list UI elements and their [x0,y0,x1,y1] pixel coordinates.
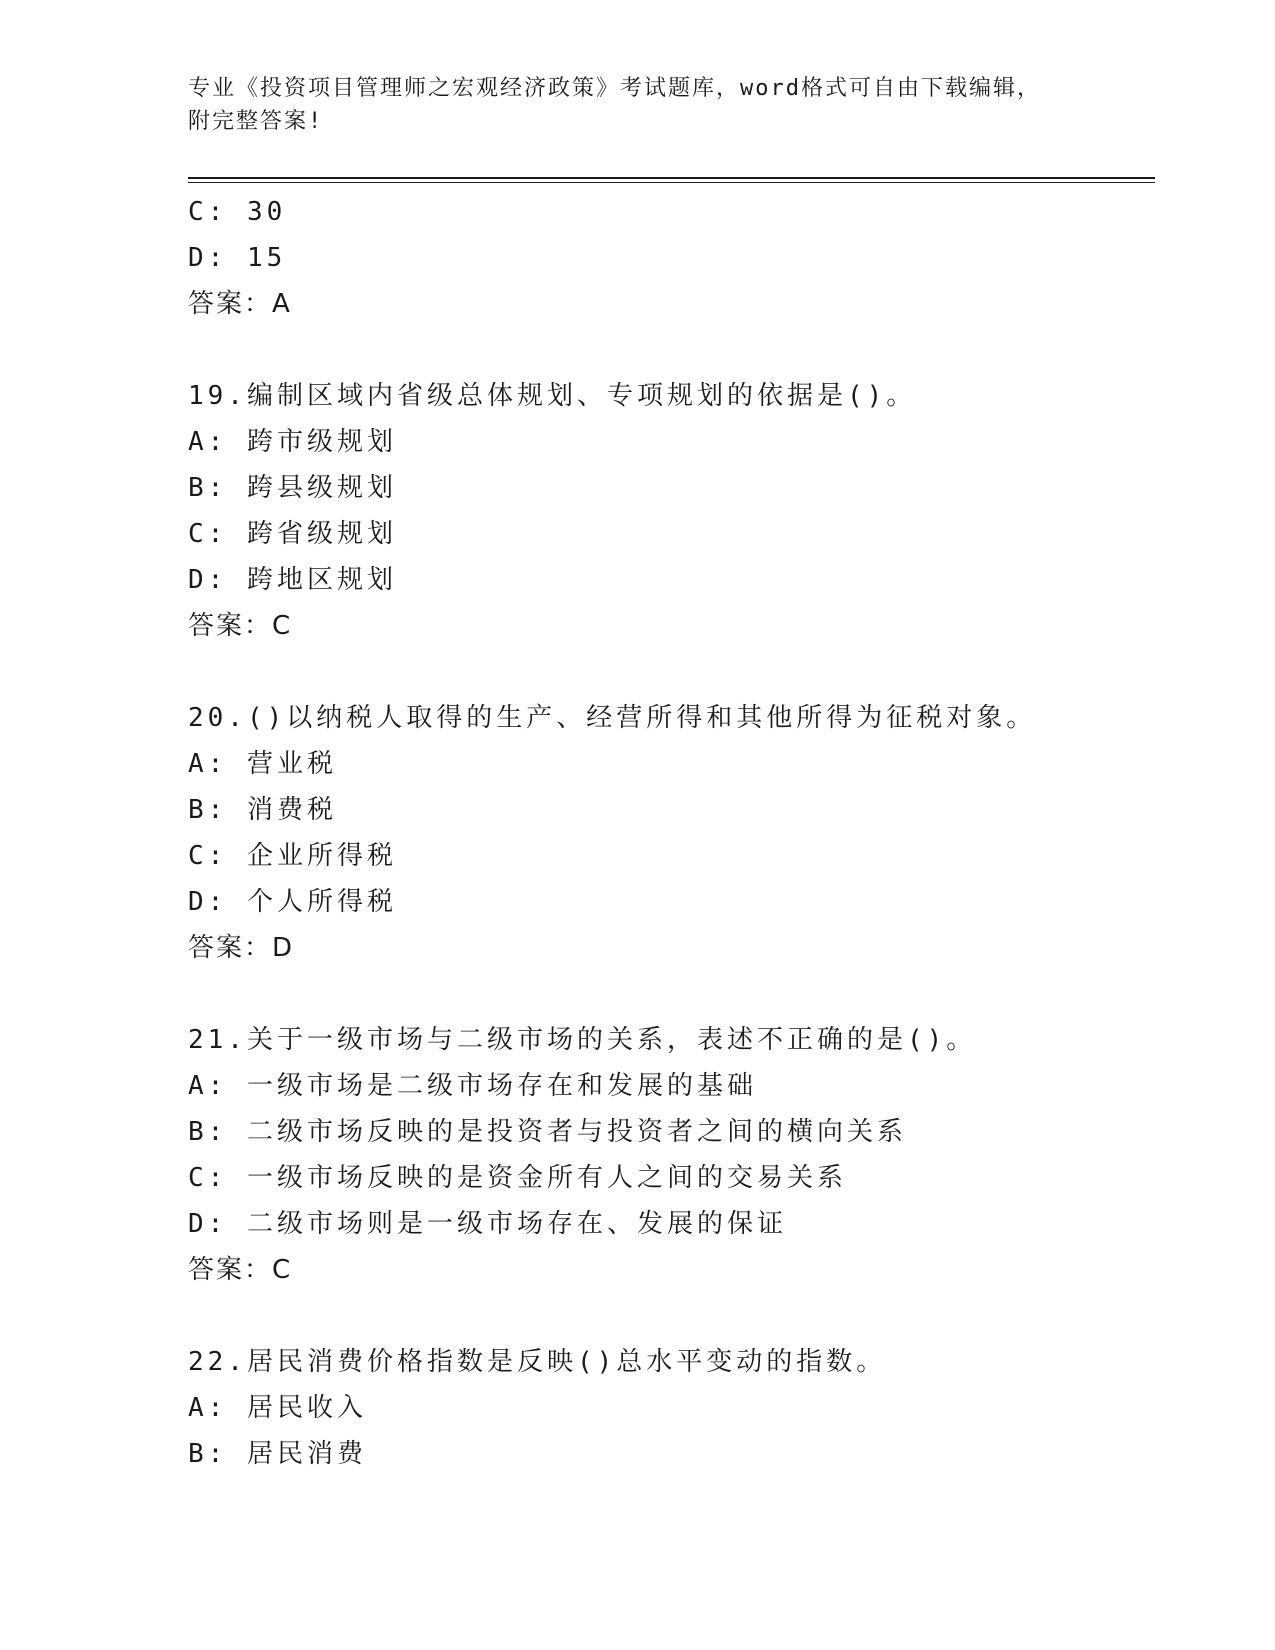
option-a: A: 跨市级规划 [188,427,397,457]
option-b: B: 跨县级规划 [188,473,397,503]
option-d: D: 15 [188,243,287,273]
document-header [188,72,1088,138]
option-b: B: 居民消费 [188,1439,367,1469]
question-stem: 19.编制区域内省级总体规划、专项规划的依据是()。 [188,381,917,411]
answer: 答案：A [188,289,292,319]
option-c: C: 企业所得税 [188,841,397,871]
header-divider-thin [188,182,1155,183]
option-b: B: 二级市场反映的是投资者与投资者之间的横向关系 [188,1117,907,1147]
answer: 答案：C [188,1255,293,1285]
answer: 答案：C [188,611,293,641]
question-22 [188,1339,1148,1477]
header-line-1: 专业《投资项目管理师之宏观经济政策》考试题库，word格式可自由下载编辑， [188,76,1041,101]
header-line-2: 附完整答案! [188,109,324,134]
option-b: B: 消费税 [188,795,337,825]
option-d: D: 二级市场则是一级市场存在、发展的保证 [188,1209,787,1239]
answer: 答案：D [188,933,295,963]
question-21 [188,1017,1148,1293]
option-a: A: 一级市场是二级市场存在和发展的基础 [188,1071,757,1101]
option-d: D: 跨地区规划 [188,565,397,595]
option-a: A: 居民收入 [188,1393,367,1423]
question-stem: 20.()以纳税人取得的生产、经营所得和其他所得为征税对象。 [188,703,1037,733]
option-a: A: 营业税 [188,749,337,779]
option-c: C: 跨省级规划 [188,519,397,549]
question-19 [188,373,1148,649]
question-stem: 22.居民消费价格指数是反映()总水平变动的指数。 [188,1347,887,1377]
option-d: D: 个人所得税 [188,887,397,917]
question-list [188,189,1148,1477]
option-c: C: 30 [188,197,287,227]
question-stem: 21.关于一级市场与二级市场的关系，表述不正确的是()。 [188,1025,977,1055]
option-c: C: 一级市场反映的是资金所有人之间的交易关系 [188,1163,847,1193]
header-divider [188,177,1155,179]
question-20 [188,695,1148,971]
previous-question-tail [188,189,1148,327]
